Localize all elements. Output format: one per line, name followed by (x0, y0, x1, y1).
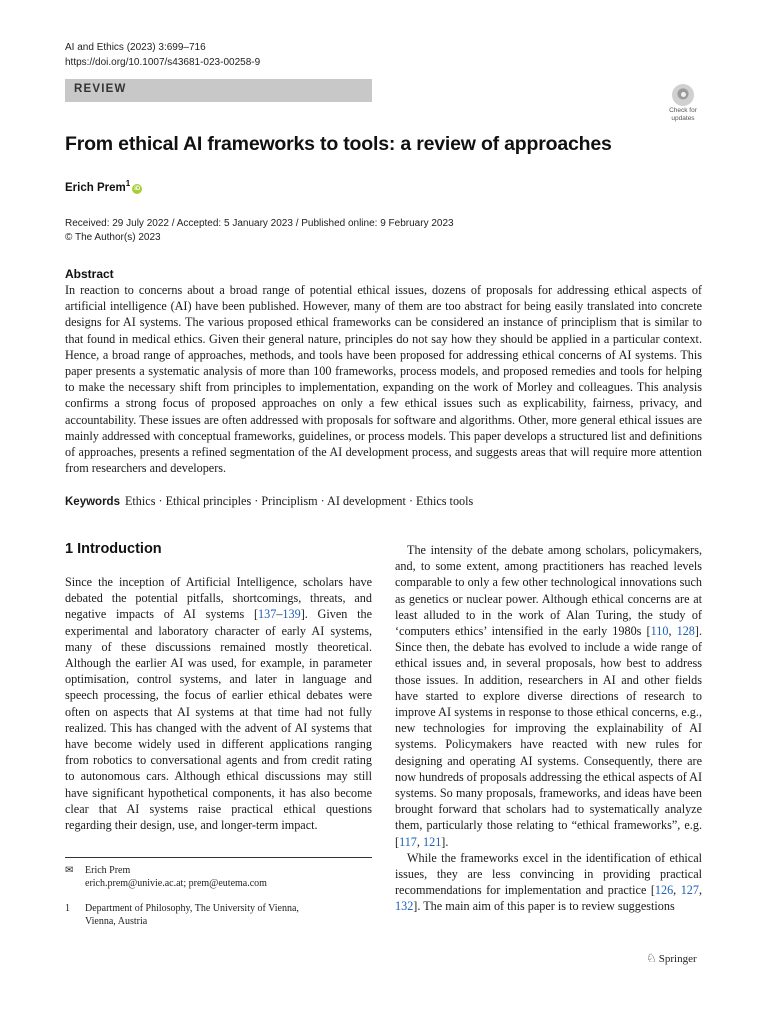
springer-horse-icon: ♘ (646, 951, 657, 965)
keywords-text: Ethics · Ethical principles · Principlism · AI development · Ethics tools (124, 494, 474, 508)
keywords-heading: Keywords (65, 496, 120, 508)
publisher-logo (646, 951, 697, 966)
footnote-divider (65, 857, 372, 858)
paragraph-text: ]. (441, 834, 449, 849)
badge-line-2: updates (671, 115, 695, 122)
author-affil-mark: 1 (125, 179, 131, 188)
citation-link[interactable]: 126 (654, 883, 674, 898)
contact-name: Erich Prem (85, 865, 131, 876)
paragraph-text: While the frameworks excel in the identification of ethical issues, they are less convincing in providing practical recommendations for implementation and practice [ (395, 850, 702, 898)
intro-paragraph-3: While the frameworks excel in the identification of ethical issues, they are less convincing in providing practical recommendations for implementation and practice [126, 127, 132]. The main aim of this paper is to review suggestions (395, 850, 703, 914)
author-name: Erich Prem (65, 181, 126, 194)
check-for-updates-badge[interactable] (663, 84, 703, 124)
abstract-heading: Abstract (65, 267, 114, 281)
journal-citation: AI and Ethics (2023) 3:699–716 (65, 42, 206, 53)
check-updates-icon (672, 84, 694, 106)
journal-info (65, 40, 260, 70)
article-dates (65, 217, 454, 245)
right-column (395, 542, 702, 915)
article-title: From ethical AI frameworks to tools: a review of approaches (65, 133, 612, 155)
author-line (65, 179, 142, 194)
footnotes (65, 864, 372, 928)
affiliation-footnote (65, 902, 372, 928)
citation-link[interactable]: 132 (395, 899, 414, 914)
paragraph-text: ]. Since then, the debate has evolved to include a wide range of ethical issues and, in several proposals, how best to address those issues. In addition, researchers in AI and other fields have started to explore diverse directions of research to improve AI systems in response to those ethical concerns, e.g., new technologies for improving the explainability of AI systems. Policymakers have reacted with new rules for designing and operating AI systems. Consequently, there are now hundreds of proposals addressing the ethical aspects of AI systems. So many proposals, frameworks, and ideas have been brought forward that scholars had to systematically analyze them, particularly those relating to “ethical frameworks”, e.g. [ (395, 624, 702, 849)
envelope-icon: ✉ (65, 865, 74, 876)
intro-paragraph-1 (65, 574, 372, 833)
badge-line-1: Check for (669, 107, 697, 114)
paragraph-text: ]. The main aim of this paper is to review suggestions (413, 899, 675, 914)
doi-link[interactable]: https://doi.org/10.1007/s43681-023-00258-9 (65, 57, 261, 68)
copyright-line: © The Author(s) 2023 (65, 232, 161, 243)
citation-link[interactable]: 117 (399, 834, 417, 849)
keywords-line (65, 494, 473, 509)
affiliation-mark: 1 (65, 903, 70, 914)
left-column (65, 574, 372, 833)
publication-history: Received: 29 July 2022 / Accepted: 5 January 2023 / Published online: 9 February 2023 (65, 218, 454, 229)
orcid-icon[interactable]: iD (134, 185, 141, 192)
citation-link[interactable]: 128 (676, 624, 695, 639)
paragraph-text: Since the inception of Artificial Intelligence, scholars have debated the potential pitfalls, shortcomings, threats, and negative impacts of AI systems [ (65, 575, 372, 622)
citation-dash: – (276, 607, 283, 622)
citation-link[interactable]: 137 (258, 607, 277, 622)
affiliation-line-1: Department of Philosophy, The University of Vienna, (85, 903, 299, 914)
section-label: REVIEW (74, 83, 127, 95)
citation-link[interactable]: 110 (650, 624, 669, 639)
publisher-name: Springer (658, 953, 697, 965)
contact-email[interactable]: erich.prem@univie.ac.at; prem@eutema.com (85, 878, 267, 889)
section-label-bar (65, 79, 372, 102)
citation-link[interactable]: 121 (423, 834, 442, 849)
affiliation-line-2: Vienna, Austria (85, 916, 148, 927)
abstract-text: In reaction to concerns about a broad range of potential ethical issues, dozens of proposals for addressing ethical aspects of artificial intelligence (AI) have been published. However, many of them are too abstract for being easily translated into concrete designs for AI systems. The various proposed ethical frameworks can be considered an instance of principlism that is similar to that found in medical ethics. Given their general nature, principles do not say how they should be applied in a particular context. Hence, a broad range of approaches, methods, and tools have been proposed for addressing ethical concerns of AI systems. This paper presents a systematic analysis of more than 100 frameworks, process models, and proposed remedies and tools for helping to make the necessary shift from principles to implementation, expanding on the work of Morley and colleagues. This analysis confirms a strong focus of proposed approaches on only a few ethical issues such as explicability, fairness, privacy, and accountability. These issues are often addressed with proposals for software and algorithms. Other, more general ethical issues are mainly addressed with conceptual frameworks, guidelines, or process models. This paper develops a structured list and definitions of approaches, presents a refined segmentation of the AI development process, and suggests areas that will require more attention from researchers and developers. (65, 283, 702, 476)
citation-link[interactable]: 127 (680, 883, 699, 898)
contact-footnote (65, 864, 372, 890)
citation-link[interactable]: 139 (282, 607, 301, 622)
section-heading-introduction: 1 Introduction (65, 541, 162, 557)
intro-paragraph-2: The intensity of the debate among scholars, policymakers, and, to some extent, among practitioners has reached levels comparable to only a few other technological innovations such as genetics or nuclear power. Although ethical concerns are at least alluded to in the work of Alan Turing, the study of ‘computers ethics’ intensified in the early 1980s [110, 128]. Since then, the debate has evolved to include a wide range of ethical issues and, in several proposals, how best to address those issues. In addition, researchers in AI and other fields have started to explore diverse directions of research to improve AI systems in response to those ethical concerns, e.g., new technologies for improving the explainability of AI systems. Policymakers have reacted with new rules for designing and operating AI systems. Consequently, there are now hundreds of proposals addressing the ethical aspects of AI systems. So many proposals, frameworks, and ideas have been brought forward that scholars had to systematically analyze them, particularly those relating to “ethical frameworks”, e.g. [117, 121]. (395, 543, 702, 849)
paragraph-text: The intensity of the debate among scholars, policymakers, and, to some extent, among practitioners has reached levels comparable to only a few other technological innovations such as genetics or nuclear power. Although ethical concerns are at least alluded to in the work of Alan Turing, the study of ‘computers ethics’ intensified in the early 1980s [ (395, 543, 702, 639)
paragraph-text: ]. Given the experimental and laboratory character of early AI systems, many of these discussions remained mostly theoretical. Although the earlier AI was used, for example, in parameter optimisation, control systems, and later in language and speech processing, the focus of earlier ethical debates were often on aspects that AI systems at that time had not fully realized. This has changed with the advent of AI systems that have become widely used in different applications ranging from robotics to conversational agents and from credit rating to autonomous cars. Although ethical discussions may still have significant hypothetical components, it has also become clear that AI systems raise practical ethical questions regarding their design, use, and longer-term impact. (65, 607, 373, 833)
